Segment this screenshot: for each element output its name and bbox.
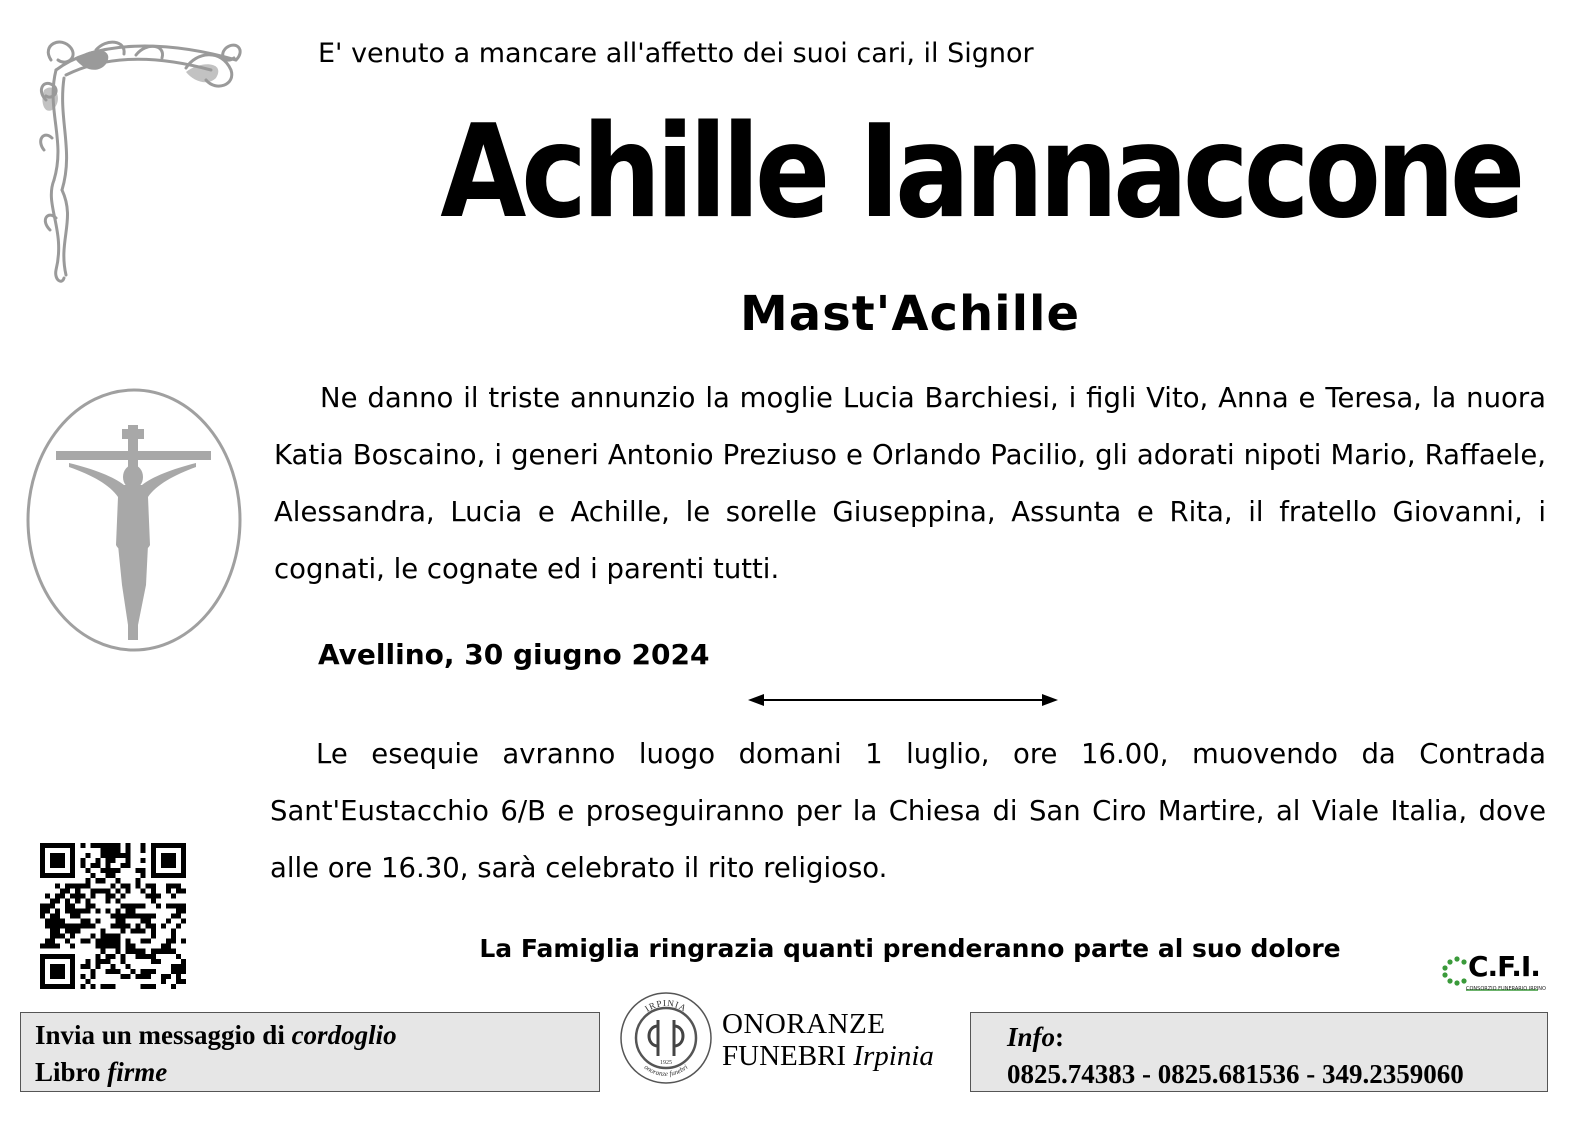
qr-code-icon[interactable] xyxy=(40,843,186,989)
seal-bottom-text: onoranze funebri xyxy=(642,1063,690,1079)
funeral-home-name-line2: FUNEBRI Irpinia xyxy=(722,1040,934,1072)
nickname: Mast'Achille xyxy=(739,286,1081,342)
condolence-box[interactable] xyxy=(20,1012,600,1092)
funeral-home-name-line1: ONORANZE xyxy=(722,1008,886,1040)
corner-ornament-icon xyxy=(36,30,246,290)
funeral-details-text: Le esequie avranno luogo domani 1 luglio, ore 16.00, muovendo da Contrada Sant'Eustacchio 6/B e proseguiranno per la Chiesa di San Ciro Martire, al Viale Italia, dove alle ore 16.30, sarà celebrato il rito religioso. xyxy=(270,738,1546,884)
deceased-name: Achille Iannaccone xyxy=(440,98,1521,247)
cfi-logo-subtext: CONSORZIO FUNERARIO IRPINO xyxy=(1466,986,1546,992)
announcement-text: Ne danno il triste annunzio la moglie Lucia Barchiesi, i figli Vito, Anna e Teresa, la nuora Katia Boscaino, i generi Antonio Preziuso e Orlando Pacilio, gli adorati nipoti Mario, Raffaele, Alessandra, Lucia e Achille, le sorelle Giuseppina, Assunta e Rita, il fratello Giovanni, i cognati, le cognate ed i parenti tutti. xyxy=(274,382,1546,585)
svg-text:IRPINIA xyxy=(643,998,689,1014)
info-phones[interactable]: 0825.74383 - 0825.681536 - 349.2359060 xyxy=(1007,1059,1464,1089)
guestbook-link[interactable]: Libro firme xyxy=(35,1057,168,1087)
thanks-text: La Famiglia ringrazia quanti prenderanno parte al suo dolore xyxy=(479,934,1341,963)
cfi-logo-text: C.F.I. xyxy=(1468,950,1540,983)
crucifix-icon xyxy=(24,385,244,655)
seal-year: 1925 xyxy=(660,1060,672,1066)
seal-top-text: IRPINIA xyxy=(642,997,689,1014)
info-label: Info: xyxy=(1007,1022,1065,1052)
place-date: Avellino, 30 giugno 2024 xyxy=(318,638,710,671)
funeral-home-seal-icon xyxy=(618,990,714,1086)
intro-text: E' venuto a mancare all'affetto dei suoi cari, il Signor xyxy=(318,38,1034,69)
double-arrow-icon xyxy=(748,690,1058,710)
info-box xyxy=(970,1012,1548,1092)
condolence-link[interactable]: Invia un messaggio di cordoglio xyxy=(35,1020,397,1050)
